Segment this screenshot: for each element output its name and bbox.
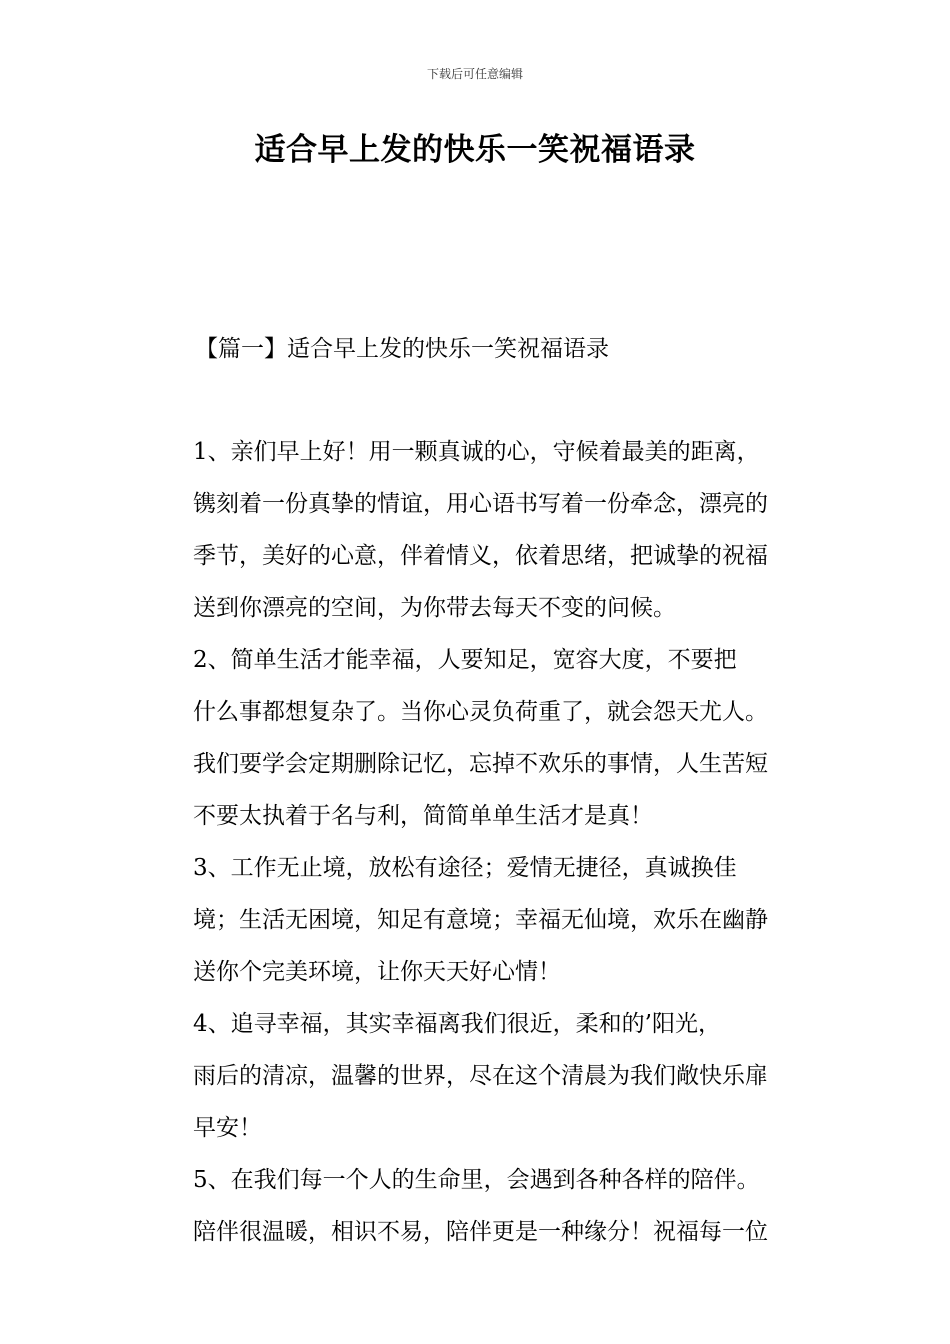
paragraph-line: 陪伴很温暖，相识不易，陪伴更是一种缘分！祝福每一位: [193, 1219, 768, 1245]
paragraph-line: 季节，美好的心意，伴着情义，依着思绪，把诚挚的祝福: [193, 543, 768, 569]
paragraph-line: 早安！: [193, 1115, 262, 1141]
document-title: 适合早上发的快乐一笑祝福语录: [254, 132, 696, 168]
section-heading: 【篇一】适合早上发的快乐一笑祝福语录: [195, 336, 609, 362]
paragraph-line: 1、亲们早上好！用一颗真诚的心，守候着最美的距离，: [193, 439, 760, 465]
paragraph-1: [145, 426, 835, 634]
paragraph-4: [145, 998, 835, 1154]
paragraph-line: 5、在我们每一个人的生命里，会遇到各种各样的陪伴。: [193, 1167, 760, 1193]
paragraph-line: 2、简单生活才能幸福，人要知足，宽容大度，不要把: [193, 647, 737, 673]
paragraph-3: [145, 842, 835, 998]
paragraph-2: [145, 634, 835, 842]
paragraph-line: 送你个完美环境，让你天天好心情！: [193, 959, 561, 985]
paragraph-line: 4、追寻幸福，其实幸福离我们很近，柔和的’阳光，: [193, 1011, 721, 1037]
paragraph-line: 镌刻着一份真挚的情谊，用心语书写着一份牵念，漂亮的: [193, 491, 768, 517]
paragraph-line: 境；生活无困境，知足有意境；幸福无仙境，欢乐在幽静: [193, 907, 768, 933]
paragraph-line: 什么事都想复杂了。当你心灵负荷重了，就会怨天尤人。: [193, 699, 768, 725]
paragraph-line: 3、工作无止境，放松有途径；爱情无捷径，真诚换佳: [193, 855, 737, 881]
document-body: [145, 426, 835, 1258]
paragraph-line: 不要太执着于名与利，简简单单生活才是真！: [193, 803, 653, 829]
paragraph-5: [145, 1154, 835, 1258]
paragraph-line: 我们要学会定期删除记忆，忘掉不欢乐的事情，人生苦短: [193, 751, 768, 777]
paragraph-line: 送到你漂亮的空间，为你带去每天不变的问候。: [193, 595, 676, 621]
header-note: 下载后可任意编辑: [426, 67, 523, 81]
paragraph-line: 雨后的清凉，温馨的世界，尽在这个清晨为我们敞快乐扉: [193, 1063, 768, 1089]
